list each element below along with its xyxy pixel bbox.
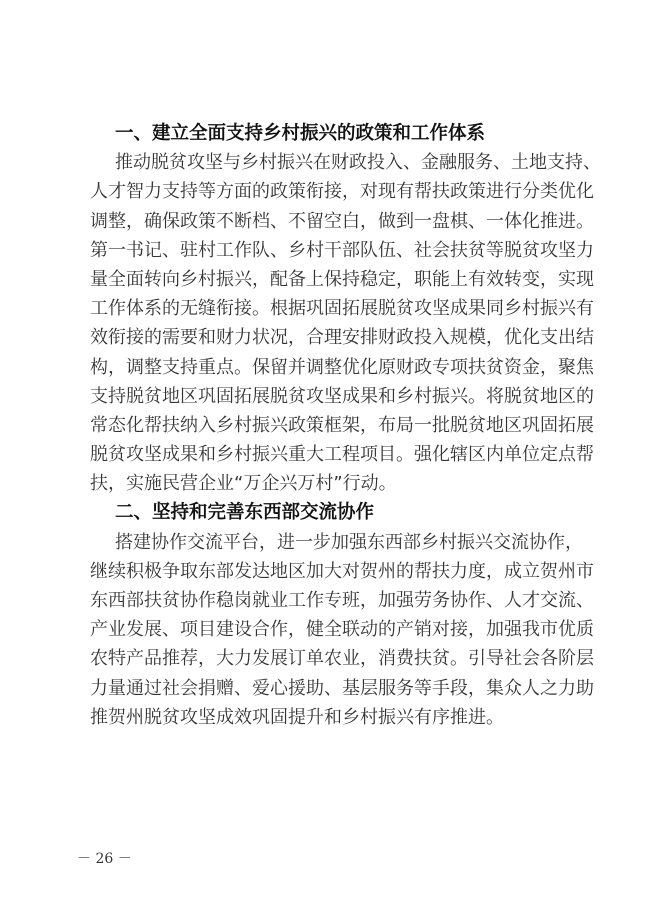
paragraph-line: 人才智力支持等方面的政策衔接，对现有帮扶政策进行分类优化 <box>90 181 594 203</box>
paragraph-line: 搭建协作交流平台，进一步加强东西部乡村振兴交流协作， <box>115 531 583 553</box>
section-paragraph-2 <box>90 528 594 732</box>
document-body <box>90 119 601 732</box>
paragraph-line: 调整，确保政策不断档、不留空白，做到一盘棋、一体化推进。 <box>90 210 594 232</box>
paragraph-line: 继续积极争取东部发达地区加大对贺州的帮扶力度，成立贺州市 <box>90 560 594 582</box>
section-paragraph-1 <box>90 148 601 498</box>
paragraph-line: 力量通过社会捐赠、爱心援助、基层服务等手段，集众人之力助 <box>90 677 594 699</box>
paragraph-line: 推动脱贫攻坚与乡村振兴在财政投入、金融服务、土地支持、 <box>115 152 601 174</box>
paragraph-line: 支持脱贫地区巩固拓展脱贫攻坚成果和乡村振兴。将脱贫地区的 <box>90 385 594 407</box>
paragraph-line: 构，调整支持重点。保留并调整优化原财政专项扶贫资金，聚焦 <box>90 356 594 378</box>
section-heading-2: 二、坚持和完善东西部交流协作 <box>115 502 375 524</box>
paragraph-line: 脱贫攻坚成果和乡村振兴重大工程项目。强化辖区内单位定点帮 <box>90 444 594 466</box>
paragraph-line: 工作体系的无缝衔接。根据巩固拓展脱贫攻坚成果同乡村振兴有 <box>90 298 594 320</box>
paragraph-line: 农特产品推荐，大力发展订单农业，消费扶贫。引导社会各阶层 <box>90 648 594 670</box>
paragraph-line: 扶，实施民营企业“万企兴万村”行动。 <box>90 473 397 495</box>
paragraph-line: 产业发展、项目建设合作，健全联动的产销对接，加强我市优质 <box>90 619 594 641</box>
paragraph-line: 量全面转向乡村振兴，配备上保持稳定，职能上有效转变，实现 <box>90 268 594 290</box>
paragraph-line: 效衔接的需要和财力状况，合理安排财政投入规模，优化支出结 <box>90 327 594 349</box>
paragraph-line: 东西部扶贫协作稳岗就业工作专班，加强劳务协作、人才交流、 <box>90 590 594 611</box>
paragraph-line: 常态化帮扶纳入乡村振兴政策框架，布局一批脱贫地区巩固拓展 <box>90 414 594 436</box>
section-heading-1: 一、建立全面支持乡村振兴的政策和工作体系 <box>115 123 486 144</box>
page-number: － 26 － <box>77 851 132 867</box>
paragraph-line: 推贺州脱贫攻坚成效巩固提升和乡村振兴有序推进。 <box>90 706 504 728</box>
paragraph-line: 第一书记、驻村工作队、乡村干部队伍、社会扶贫等脱贫攻坚力 <box>90 239 594 261</box>
